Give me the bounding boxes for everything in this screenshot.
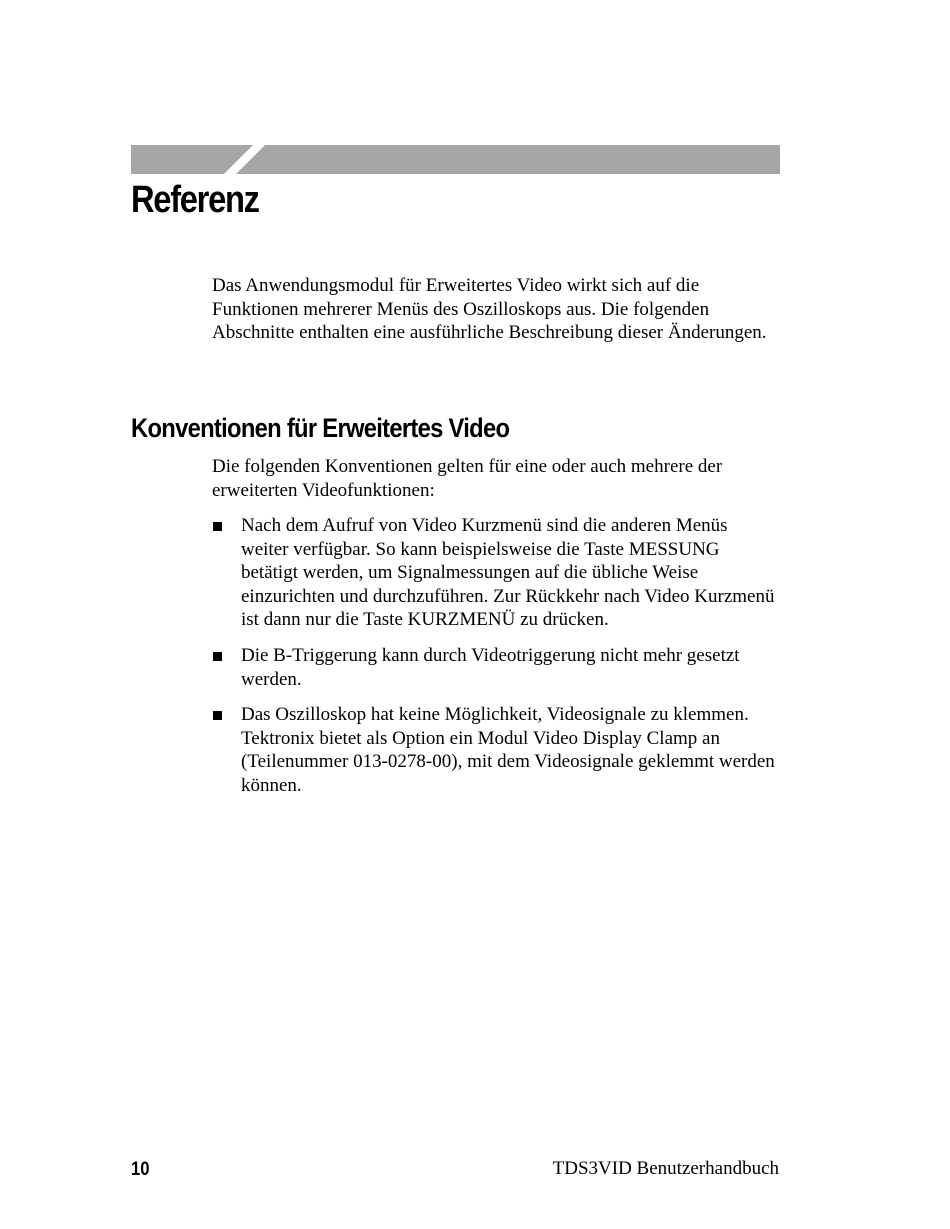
square-bullet-icon [213, 711, 222, 720]
list-item [212, 514, 777, 632]
square-bullet-icon [213, 652, 222, 661]
square-bullet-icon [213, 522, 222, 531]
list-item [212, 703, 777, 797]
chapter-header-bar [131, 145, 780, 174]
list-item-text: Das Oszilloskop hat keine Möglichkeit, Videosignale zu klemmen. Tektronix bietet als Option ein Modul Video Display Clamp an (Teilenummer 013-0278-00), mit dem Videosignale geklemmt werden können. [241, 704, 775, 796]
list-item-text: Die B-Triggerung kann durch Videotriggerung nicht mehr gesetzt werden. [241, 644, 740, 690]
list-item-text: Nach dem Aufruf von Video Kurzmenü sind die anderen Menüs weiter verfügbar. So kann beispielsweise die Taste MESSUNG betätigt werden, um Signalmessungen auf die übliche Weise einzurichten und durchzuführen. Zur Rückkehr nach Video Kurzmenü ist dann nur die Taste KURZMENÜ zu drücken. [241, 515, 775, 631]
intro-paragraph: Das Anwendungsmodul für Erweitertes Video wirkt sich auf die Funktionen mehrerer Menüs des Oszilloskops aus. Die folgenden Abschnitte enthalten eine ausführliche Beschreibung dieser Änderungen. [212, 275, 767, 344]
list-item [212, 644, 777, 691]
conventions-bullet-list [212, 514, 777, 810]
manual-title: TDS3VID Benutzerhandbuch [552, 1158, 779, 1179]
section-heading: Konventionen für Erweitertes Video [131, 413, 510, 443]
page-number: 10 [131, 1159, 150, 1180]
conventions-intro-paragraph: Die folgenden Konventionen gelten für eine oder auch mehrere der erweiterten Videofunktionen: [212, 456, 723, 501]
chapter-title: Referenz [131, 179, 259, 221]
